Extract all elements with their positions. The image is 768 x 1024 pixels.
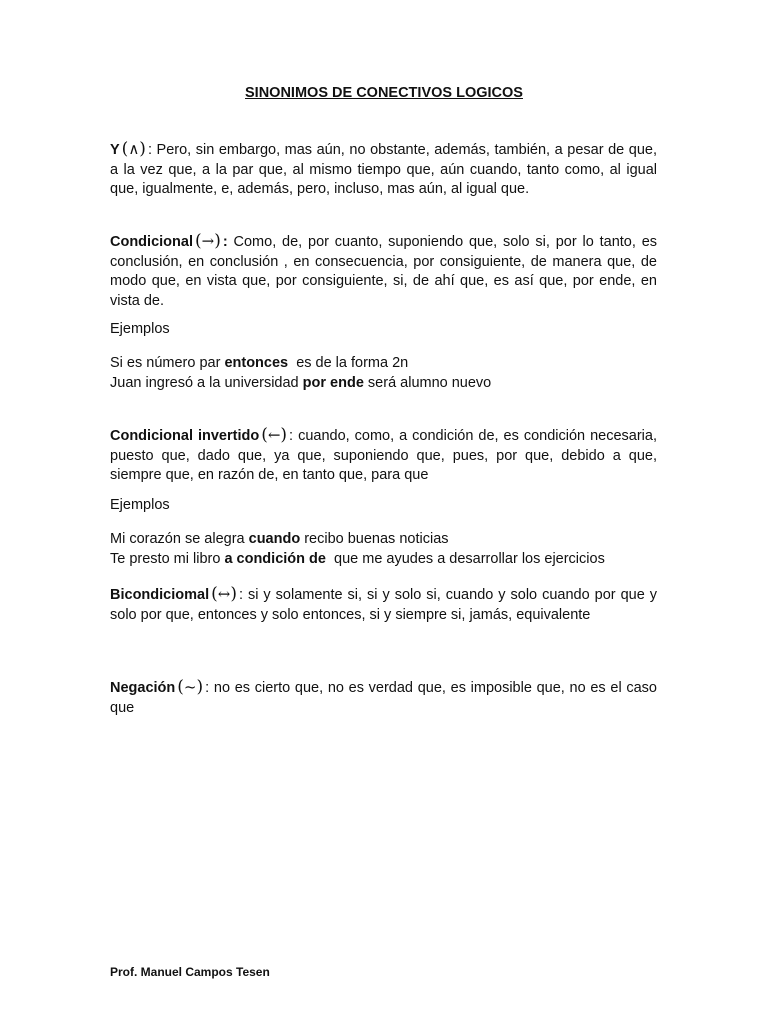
author-footer: Prof. Manuel Campos Tesen <box>110 965 270 979</box>
connective-colon: : <box>289 428 294 444</box>
synonyms-text: si y solamente si, si y solo si, cuando y solo cuando por que y solo por que, entonces y solo entonces, si y siempre si, jamás, equivalente <box>110 587 658 623</box>
page-title: SINONIMOS DE CONECTIVOS LOGICOS <box>245 85 523 101</box>
synonyms-text: Pero, sin embargo, mas aún, no obstante, además, también, a pesar de que, a la vez que, a la par que, al mismo tiempo que, aún cuando, tanto como, al igual que, igualmente, e, además, pero, incluso, mas aún, al igual que. <box>110 142 657 197</box>
examples-label: Ejemplos <box>110 321 170 337</box>
section-bicondicional <box>110 585 657 625</box>
connective-label: Bicondiciomal <box>110 587 210 603</box>
connective-label: Condicional invertido <box>110 428 260 444</box>
synonyms-text: Como, de, por cuanto, suponiendo que, solo si, por lo tanto, es conclusión, en conclusión , en consecuencia, por consiguiente, de manera que, de modo que, en vista que, por consiguiente, si, de ahí que, es así que, por ende, en vista de. <box>110 234 658 309</box>
connective-colon: : <box>238 587 243 603</box>
synonyms-text: no es cierto que, no es verdad que, es imposible que, no es el caso que <box>110 680 658 716</box>
synonyms-text: cuando, como, a condición de, es condición necesaria, puesto que, dado que, ya que, suponiendo que, pues, por que, debido a que, siempre que, en razón de, en tanto que, para que <box>110 428 657 483</box>
double-arrow-symbol: (↔) <box>211 584 237 604</box>
tilde-symbol: (~) <box>177 677 204 697</box>
example-line: Si es número par entonces es de la forma 2n <box>110 355 409 371</box>
right-arrow-symbol: (→) <box>194 231 221 251</box>
examples-condicional-invertido <box>110 530 657 569</box>
example-line: Mi corazón se alegra cuando recibo buenas noticias <box>110 531 449 547</box>
left-arrow-symbol: (←) <box>261 425 288 445</box>
connective-colon: : <box>222 234 228 250</box>
examples-condicional <box>110 354 657 393</box>
section-condicional <box>110 232 657 311</box>
and-symbol: (∧) <box>121 139 146 159</box>
example-line: Te presto mi libro a condición de que me ayudes a desarrollar los ejercicios <box>110 550 605 567</box>
examples-label: Ejemplos <box>110 497 170 513</box>
connective-colon: : <box>205 680 210 696</box>
connective-colon: : <box>147 142 152 158</box>
section-condicional-invertido <box>110 426 657 486</box>
connective-label: Negación <box>110 680 176 696</box>
section-negacion <box>110 678 657 718</box>
example-line: Juan ingresó a la universidad por ende será alumno nuevo <box>110 374 492 391</box>
section-y <box>110 140 657 200</box>
connective-label: Y <box>110 142 120 158</box>
connective-label: Condicional <box>110 234 193 250</box>
